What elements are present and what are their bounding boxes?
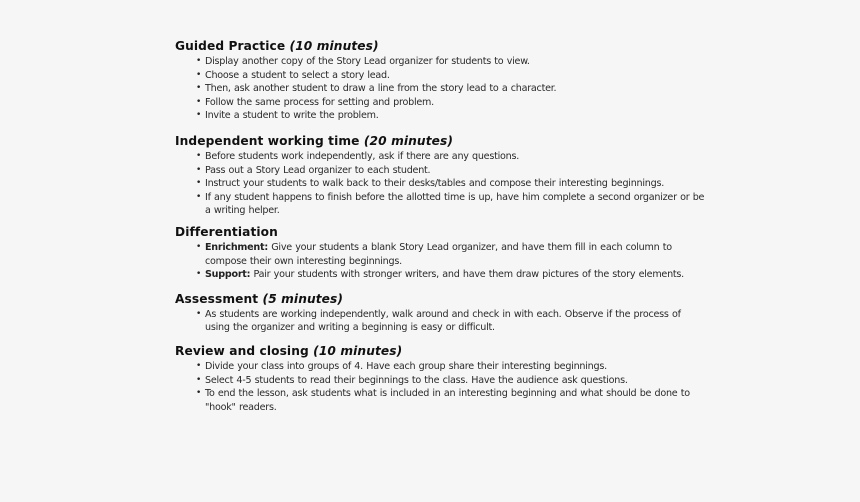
list-item-enrichment xyxy=(196,241,705,268)
bullet-icon: • xyxy=(196,360,202,371)
bullet-icon: • xyxy=(196,191,202,202)
bullet-list xyxy=(175,360,705,414)
bullet-icon: • xyxy=(196,83,202,94)
item-text: Before students work independently, ask if there are any questions. xyxy=(205,150,519,162)
section-duration: (10 minutes) xyxy=(289,39,379,53)
list-item xyxy=(196,96,705,110)
item-text: Give your students a blank Story Lead organizer, and have them fill in each column to compose their own interesting beginnings. xyxy=(205,241,672,267)
item-term: Enrichment: xyxy=(205,241,268,253)
item-text: Instruct your students to walk back to their desks/tables and compose their interesting beginnings. xyxy=(205,178,664,190)
item-text: Invite a student to write the problem. xyxy=(205,110,379,122)
item-term: Support: xyxy=(205,269,251,281)
item-text: As students are working independently, walk around and check in with each. Observe if the process of using the organizer and writing a beginning is easy or difficult. xyxy=(205,308,681,334)
section-independent-working-time xyxy=(175,133,705,218)
bullet-icon: • xyxy=(196,388,202,399)
list-item xyxy=(196,374,705,388)
bullet-icon: • xyxy=(196,178,202,189)
item-text: If any student happens to finish before the allotted time is up, have him complete a second organizer or be a writing helper. xyxy=(205,191,705,217)
list-item xyxy=(196,387,705,414)
lesson-plan-document xyxy=(175,38,705,414)
item-text: Divide your class into groups of 4. Have each group share their interesting beginnings. xyxy=(205,360,607,372)
section-review-and-closing xyxy=(175,343,705,414)
item-text: Then, ask another student to draw a line from the story lead to a character. xyxy=(205,83,557,95)
bullet-icon: • xyxy=(196,56,202,66)
bullet-list xyxy=(175,55,705,123)
bullet-icon: • xyxy=(196,269,202,280)
section-title: Guided Practice xyxy=(175,39,286,53)
section-heading xyxy=(175,224,705,241)
bullet-list xyxy=(175,241,705,282)
bullet-icon: • xyxy=(196,69,202,80)
list-item xyxy=(196,109,705,123)
section-duration: (5 minutes) xyxy=(262,291,344,306)
section-title: Assessment xyxy=(175,291,259,306)
section-heading xyxy=(175,38,705,55)
section-guided-practice xyxy=(175,38,705,123)
item-text: To end the lesson, ask students what is included in an interesting beginning and what should be done to "hook" readers. xyxy=(205,388,690,413)
item-text: Display another copy of the Story Lead organizer for students to view. xyxy=(205,56,530,67)
bullet-icon: • xyxy=(196,96,202,107)
list-item xyxy=(196,308,705,335)
section-assessment xyxy=(175,291,705,335)
list-item xyxy=(196,150,705,164)
section-title: Independent working time xyxy=(175,133,360,148)
list-item xyxy=(196,55,705,69)
section-title: Differentiation xyxy=(175,224,278,239)
bullet-icon: • xyxy=(196,164,202,175)
bullet-icon: • xyxy=(196,241,202,252)
item-text: Choose a student to select a story lead. xyxy=(205,69,390,81)
bullet-icon: • xyxy=(196,374,202,385)
bullet-icon: • xyxy=(196,308,202,319)
list-item-support xyxy=(196,268,705,282)
list-item xyxy=(196,164,705,178)
item-text: Pass out a Story Lead organizer to each student. xyxy=(205,164,431,176)
item-text: Select 4-5 students to read their beginnings to the class. Have the audience ask questions. xyxy=(205,374,628,386)
section-heading xyxy=(175,133,705,150)
bullet-list xyxy=(175,150,705,218)
section-title: Review and closing xyxy=(175,343,309,358)
section-heading xyxy=(175,291,705,308)
section-duration: (10 minutes) xyxy=(313,343,403,358)
bullet-icon: • xyxy=(196,110,202,121)
item-text: Pair your students with stronger writers, and have them draw pictures of the story elements. xyxy=(250,269,684,281)
item-text: Follow the same process for setting and problem. xyxy=(205,96,434,108)
section-duration: (20 minutes) xyxy=(363,133,454,148)
list-item xyxy=(196,360,705,374)
bullet-icon: • xyxy=(196,150,202,161)
bullet-list xyxy=(175,308,705,335)
section-heading xyxy=(175,343,705,360)
list-item xyxy=(196,177,705,191)
list-item xyxy=(196,69,705,83)
list-item xyxy=(196,82,705,96)
section-differentiation xyxy=(175,224,705,282)
list-item xyxy=(196,191,705,218)
